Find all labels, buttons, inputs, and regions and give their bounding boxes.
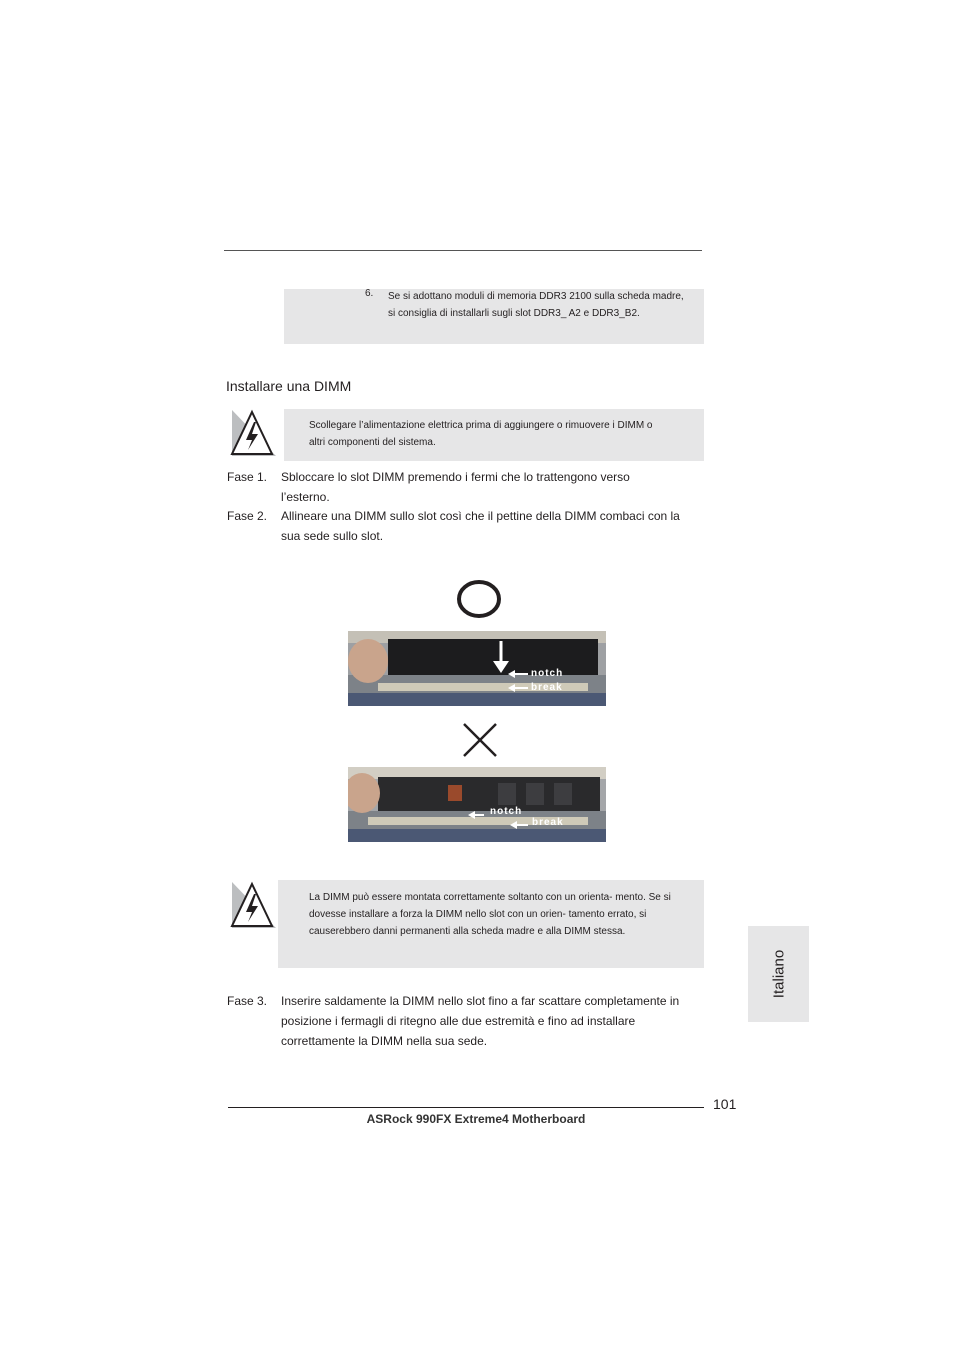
notch-label: notch: [531, 668, 564, 679]
page-number: 101: [713, 1096, 737, 1112]
bottom-rule: [228, 1107, 704, 1108]
notch-label: notch: [490, 806, 523, 817]
language-tab: [748, 926, 809, 1022]
step-3-text: Inserire saldamente la DIMM nello slot fino a far scattare completamente in posizione i fermagli di ritegno alle due estremità e fino ad installare correttamente la DIMM nella sua sede.: [281, 994, 680, 1048]
step-1-text: Sbloccare lo slot DIMM premendo i fermi che lo trattengono verso l’esterno.: [281, 470, 630, 504]
warning-text: La DIMM può essere montata correttamente soltanto con un orienta- mento. Se si dovesse installare a forza la DIMM nello slot con un orien- tamento errato, si causerebbero danni permanenti alla scheda madre e alla DIMM stessa.: [309, 892, 671, 937]
step-1-label: Fase 1.: [227, 470, 268, 484]
top-rule: [224, 250, 702, 251]
break-label: break: [532, 817, 564, 828]
language-tab-label: Italiano: [770, 949, 787, 999]
step-2-label: Fase 2.: [227, 509, 268, 523]
break-label: break: [531, 682, 563, 693]
warning-text: Scollegare l’alimentazione elettrica prima di aggiungere o rimuovere i DIMM o altri componenti del sistema.: [309, 420, 653, 448]
dimm-correct-photo: [348, 631, 606, 706]
step-2-text: Allineare una DIMM sullo slot così che il pettine della DIMM combaci con la sua sede sullo slot.: [281, 509, 680, 543]
dimm-wrong-photo: [348, 767, 606, 842]
note-text: Se si adottano moduli di memoria DDR3 2100 sulla scheda madre, si consiglia di installarli sugli slot DDR3_ A2 e DDR3_B2.: [388, 291, 684, 319]
warning-icon: [228, 880, 276, 930]
note-number: 6.: [365, 288, 374, 299]
step-3-label: Fase 3.: [227, 994, 268, 1008]
correct-circle-icon: [456, 578, 502, 620]
section-title: Installare una DIMM: [226, 378, 352, 394]
wrong-cross-icon: [462, 722, 498, 758]
footer-title: ASRock 990FX Extreme4 Motherboard: [366, 1112, 586, 1126]
warning-icon: [228, 408, 276, 458]
